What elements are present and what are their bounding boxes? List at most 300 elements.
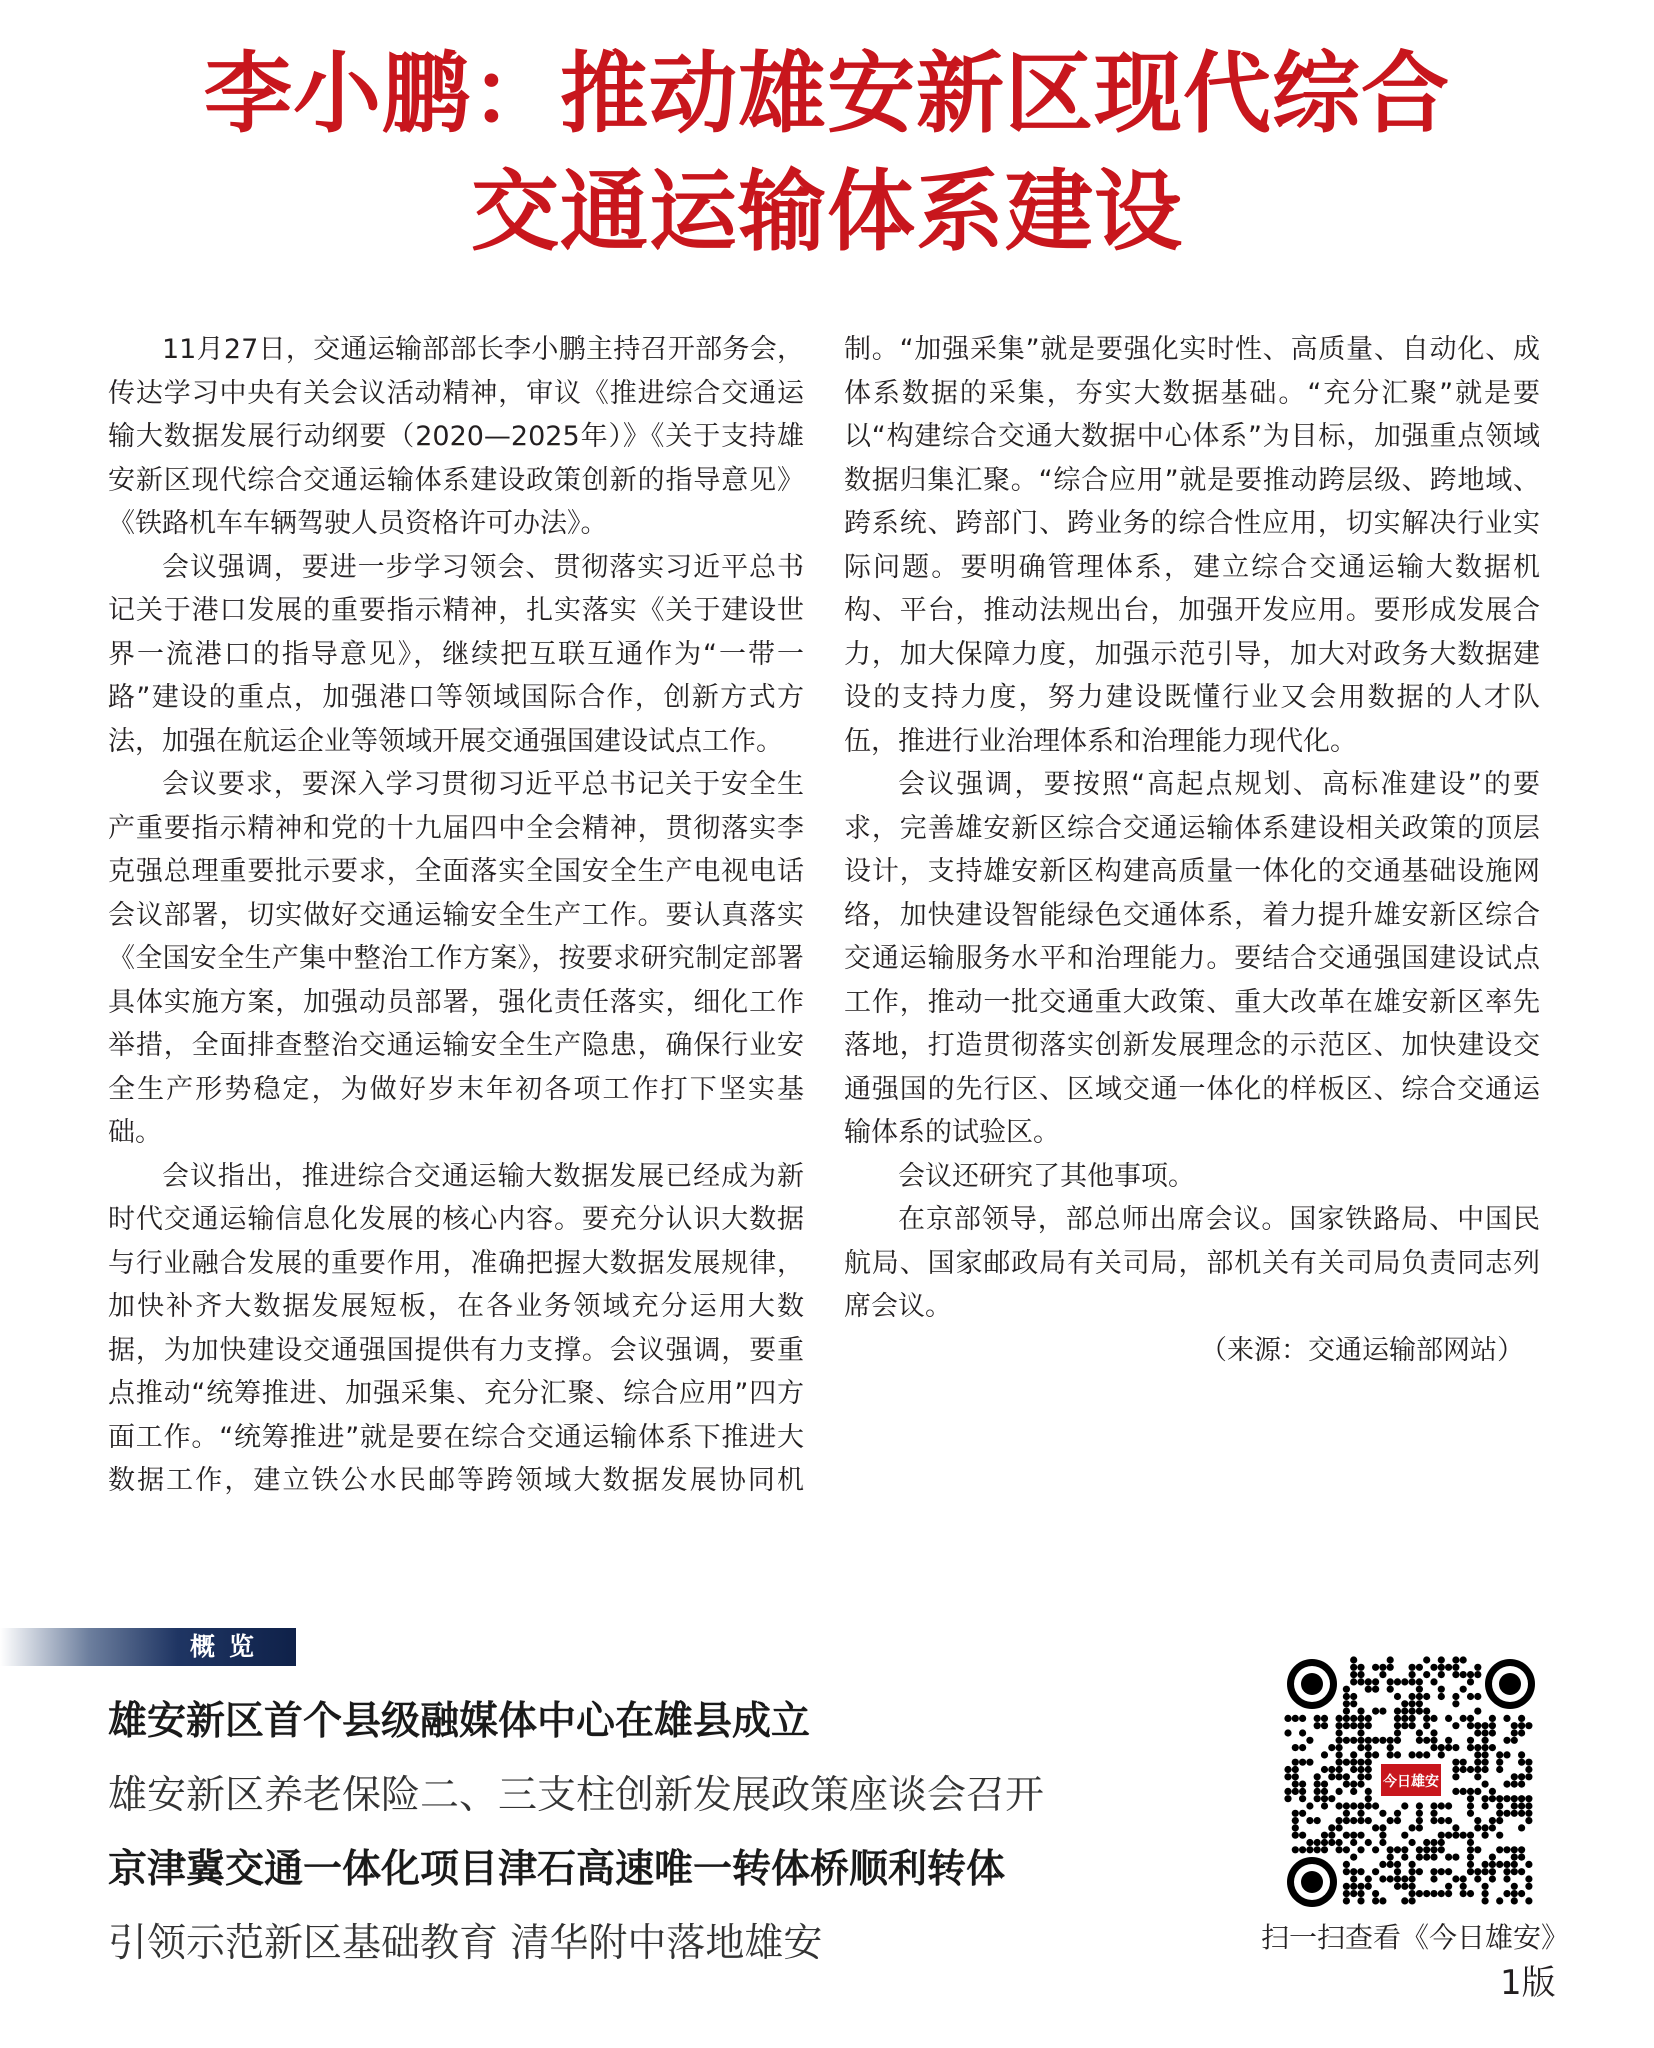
qr-module bbox=[1460, 1686, 1467, 1693]
qr-module bbox=[1292, 1817, 1299, 1824]
qr-module bbox=[1518, 1810, 1525, 1817]
qr-module bbox=[1379, 1832, 1386, 1839]
qr-module bbox=[1423, 1751, 1430, 1758]
qr-module bbox=[1474, 1708, 1481, 1715]
qr-module bbox=[1306, 1839, 1313, 1846]
qr-module bbox=[1401, 1708, 1408, 1715]
qr-module bbox=[1452, 1788, 1459, 1795]
qr-module bbox=[1336, 1737, 1343, 1744]
qr-module bbox=[1357, 1802, 1364, 1809]
qr-module bbox=[1336, 1839, 1343, 1846]
qr-module bbox=[1452, 1875, 1459, 1882]
qr-module bbox=[1423, 1839, 1430, 1846]
qr-module bbox=[1525, 1861, 1532, 1868]
overview-news-list bbox=[108, 1698, 1108, 1994]
qr-module bbox=[1511, 1795, 1518, 1802]
qr-module bbox=[1321, 1766, 1328, 1773]
qr-module bbox=[1379, 1897, 1386, 1904]
qr-module bbox=[1394, 1729, 1401, 1736]
qr-module bbox=[1401, 1854, 1408, 1861]
qr-module bbox=[1438, 1744, 1445, 1751]
qr-module bbox=[1511, 1773, 1518, 1780]
qr-module bbox=[1496, 1802, 1503, 1809]
qr-module bbox=[1511, 1846, 1518, 1853]
qr-code[interactable] bbox=[1284, 1656, 1538, 1910]
qr-module bbox=[1416, 1737, 1423, 1744]
qr-module bbox=[1365, 1795, 1372, 1802]
qr-module bbox=[1452, 1693, 1459, 1700]
qr-module bbox=[1416, 1817, 1423, 1824]
news-item[interactable]: 京津冀交通一体化项目津石高速唯一转体桥顺利转体 bbox=[108, 1847, 1006, 1892]
qr-module bbox=[1496, 1817, 1503, 1824]
qr-module bbox=[1467, 1832, 1474, 1839]
qr-module bbox=[1416, 1802, 1423, 1809]
qr-module bbox=[1496, 1759, 1503, 1766]
qr-module bbox=[1387, 1656, 1394, 1663]
qr-module bbox=[1518, 1890, 1525, 1897]
qr-module bbox=[1350, 1693, 1357, 1700]
qr-module bbox=[1416, 1708, 1423, 1715]
qr-module bbox=[1518, 1854, 1525, 1861]
qr-module bbox=[1525, 1817, 1532, 1824]
qr-module bbox=[1460, 1715, 1467, 1722]
qr-module bbox=[1299, 1846, 1306, 1853]
qr-module bbox=[1482, 1802, 1489, 1809]
qr-module bbox=[1416, 1693, 1423, 1700]
qr-module bbox=[1365, 1883, 1372, 1890]
qr-module bbox=[1460, 1656, 1467, 1663]
qr-module bbox=[1306, 1759, 1313, 1766]
qr-module bbox=[1321, 1788, 1328, 1795]
qr-module bbox=[1365, 1744, 1372, 1751]
qr-module bbox=[1423, 1715, 1430, 1722]
qr-module bbox=[1350, 1868, 1357, 1875]
qr-module bbox=[1365, 1722, 1372, 1729]
qr-module bbox=[1445, 1890, 1452, 1897]
qr-module bbox=[1357, 1810, 1364, 1817]
qr-module bbox=[1423, 1693, 1430, 1700]
qr-module bbox=[1372, 1678, 1379, 1685]
qr-module bbox=[1387, 1678, 1394, 1685]
qr-module bbox=[1452, 1671, 1459, 1678]
qr-module bbox=[1430, 1890, 1437, 1897]
qr-module bbox=[1489, 1824, 1496, 1831]
qr-module bbox=[1482, 1795, 1489, 1802]
qr-module bbox=[1503, 1737, 1510, 1744]
qr-module bbox=[1336, 1715, 1343, 1722]
qr-module bbox=[1336, 1788, 1343, 1795]
qr-module bbox=[1350, 1854, 1357, 1861]
qr-module bbox=[1503, 1781, 1510, 1788]
qr-module bbox=[1314, 1781, 1321, 1788]
qr-module bbox=[1438, 1671, 1445, 1678]
qr-module bbox=[1482, 1722, 1489, 1729]
news-item[interactable]: 雄安新区养老保险二、三支柱创新发展政策座谈会召开 bbox=[108, 1773, 1045, 1818]
qr-module bbox=[1430, 1854, 1437, 1861]
qr-module bbox=[1474, 1759, 1481, 1766]
qr-module bbox=[1525, 1897, 1532, 1904]
qr-module bbox=[1489, 1817, 1496, 1824]
qr-module bbox=[1343, 1708, 1350, 1715]
qr-module bbox=[1518, 1715, 1525, 1722]
qr-module bbox=[1467, 1861, 1474, 1868]
qr-module bbox=[1416, 1846, 1423, 1853]
qr-module bbox=[1503, 1875, 1510, 1882]
qr-module bbox=[1409, 1715, 1416, 1722]
qr-module bbox=[1511, 1781, 1518, 1788]
qr-module bbox=[1357, 1897, 1364, 1904]
qr-module bbox=[1430, 1678, 1437, 1685]
qr-module bbox=[1292, 1832, 1299, 1839]
qr-module bbox=[1284, 1729, 1291, 1736]
qr-module bbox=[1525, 1875, 1532, 1882]
qr-module bbox=[1379, 1664, 1386, 1671]
qr-module bbox=[1357, 1766, 1364, 1773]
qr-module bbox=[1518, 1781, 1525, 1788]
article-paragraph: 在京部领导，部总师出席会议。国家铁路局、中国民航局、国家邮政局有关司局，部机关有关司局负责同志列席会议。 bbox=[844, 1204, 1540, 1322]
qr-module bbox=[1511, 1854, 1518, 1861]
qr-module bbox=[1321, 1795, 1328, 1802]
qr-module bbox=[1394, 1875, 1401, 1882]
qr-module bbox=[1357, 1832, 1364, 1839]
qr-module bbox=[1409, 1678, 1416, 1685]
qr-module bbox=[1511, 1897, 1518, 1904]
qr-module bbox=[1409, 1824, 1416, 1831]
qr-module bbox=[1357, 1708, 1364, 1715]
qr-module bbox=[1357, 1868, 1364, 1875]
qr-module bbox=[1496, 1810, 1503, 1817]
qr-module bbox=[1438, 1868, 1445, 1875]
article-paragraph: 会议强调，要按照“高起点规划、高标准建设”的要求，完善雄安新区综合交通运输体系建设相关政策的顶层设计，支持雄安新区构建高质量一体化的交通基础设施网络，加快建设智能绿色交通体系，着力提升雄安新区综合交通运输服务水平和治理能力。要结合交通强国建设试点工作，推动一批交通重大政策、重大改革在雄安新区率先落地，打造贯彻落实创新发展理念的示范区、加快建设交通强国的先行区、区域交通一体化的样板区、综合交通运输体系的试验区。 bbox=[844, 769, 1540, 1148]
article-paragraph: 11月27日，交通运输部部长李小鹏主持召开部务会，传达学习中央有关会议活动精神，审议《推进综合交通运输大数据发展行动纲要（2020—2025年）》《关于支持雄安新区现代综合交通运输体系建设政策创新的指导意见》《铁路机车车辆驾驶人员资格许可办法》。 bbox=[108, 334, 804, 539]
qr-module bbox=[1452, 1854, 1459, 1861]
qr-module bbox=[1467, 1744, 1474, 1751]
qr-module bbox=[1445, 1817, 1452, 1824]
qr-module bbox=[1460, 1788, 1467, 1795]
qr-module bbox=[1430, 1802, 1437, 1809]
qr-module bbox=[1482, 1824, 1489, 1831]
qr-module bbox=[1328, 1824, 1335, 1831]
article-body bbox=[108, 328, 1540, 1528]
qr-module bbox=[1379, 1737, 1386, 1744]
qr-module bbox=[1409, 1671, 1416, 1678]
qr-module bbox=[1416, 1890, 1423, 1897]
qr-module bbox=[1299, 1744, 1306, 1751]
qr-module bbox=[1372, 1751, 1379, 1758]
qr-module bbox=[1336, 1722, 1343, 1729]
qr-module bbox=[1474, 1868, 1481, 1875]
qr-module bbox=[1489, 1795, 1496, 1802]
qr-module bbox=[1379, 1875, 1386, 1882]
qr-module bbox=[1372, 1868, 1379, 1875]
qr-module bbox=[1350, 1656, 1357, 1663]
qr-module bbox=[1474, 1875, 1481, 1882]
headline-line-2: 交通运输体系建设 bbox=[470, 159, 1183, 263]
qr-module bbox=[1423, 1846, 1430, 1853]
qr-module bbox=[1357, 1846, 1364, 1853]
qr-module bbox=[1299, 1788, 1306, 1795]
qr-module bbox=[1321, 1839, 1328, 1846]
qr-module bbox=[1394, 1751, 1401, 1758]
qr-module bbox=[1365, 1875, 1372, 1882]
qr-module bbox=[1314, 1846, 1321, 1853]
qr-module bbox=[1336, 1802, 1343, 1809]
qr-module bbox=[1343, 1737, 1350, 1744]
qr-module bbox=[1430, 1817, 1437, 1824]
qr-module bbox=[1306, 1737, 1313, 1744]
qr-module bbox=[1409, 1722, 1416, 1729]
qr-module bbox=[1489, 1788, 1496, 1795]
qr-module bbox=[1482, 1868, 1489, 1875]
qr-module bbox=[1489, 1868, 1496, 1875]
qr-module bbox=[1503, 1868, 1510, 1875]
qr-module bbox=[1350, 1817, 1357, 1824]
article-paragraph: 会议强调，要进一步学习领会、贯彻落实习近平总书记关于港口发展的重要指示精神，扎实落实《关于建设世界一流港口的指导意见》，继续把互联互通作为“一带一路”建设的重点，加强港口等领域国际合作，创新方式方法，加强在航运企业等领域开展交通强国建设试点工作。 bbox=[108, 551, 804, 757]
qr-module bbox=[1525, 1802, 1532, 1809]
qr-module bbox=[1452, 1773, 1459, 1780]
qr-module bbox=[1372, 1802, 1379, 1809]
qr-module bbox=[1496, 1897, 1503, 1904]
qr-module bbox=[1292, 1846, 1299, 1853]
qr-module bbox=[1460, 1875, 1467, 1882]
qr-module bbox=[1284, 1788, 1291, 1795]
qr-module bbox=[1416, 1868, 1423, 1875]
qr-finder-bottom-left bbox=[1287, 1857, 1337, 1907]
qr-module bbox=[1321, 1781, 1328, 1788]
qr-module bbox=[1489, 1715, 1496, 1722]
news-item[interactable]: 引领示范新区基础教育 清华附中落地雄安 bbox=[108, 1921, 823, 1966]
qr-module bbox=[1343, 1890, 1350, 1897]
qr-module bbox=[1430, 1810, 1437, 1817]
qr-module bbox=[1518, 1729, 1525, 1736]
qr-module bbox=[1299, 1729, 1306, 1736]
qr-module bbox=[1423, 1656, 1430, 1663]
qr-module bbox=[1379, 1861, 1386, 1868]
qr-module bbox=[1328, 1795, 1335, 1802]
qr-module bbox=[1416, 1810, 1423, 1817]
qr-module bbox=[1438, 1890, 1445, 1897]
qr-module bbox=[1401, 1678, 1408, 1685]
article-paragraph: 会议指出，推进综合交通运输大数据发展已经成为新时代交通运输信息化发展的核心内容。要充分认识大数据与行业融合发展的重要作用，准确把握大数据发展规律，加快补齐大数据发展短板，在各业务领域充分运用大数据，为加快建设交通强国提供有力支撑。会议强调，要重点推动“统筹推进、加强采集、充分汇聚、综合应用”四方面工作。“统筹推进”就是要在综合交通运输体系下推进大数据工作，建立铁公水民邮等跨领域大数据发展协同机制。“加强采集”就是要强化实时性、高质量、自动化、成体系数据的采集，夯实大数据基础。“充分汇聚”就是要以“构建综合交通大数据中心体系”为目标，加强重点领域数据归集汇聚。“综合应用”就是要推动跨层级、跨地域、跨系统、跨部门、跨业务的综合性应用，切实解决行业实际问题。要明确管理体系，建立综合交通运输大数据机构、平台，推动法规出台，加强开发应用。要形成发展合力，加大保障力度，加强示范引导，加大对政务大数据建设的支持力度，努力建设既懂行业又会用数据的人才队伍，推进行业治理体系和治理能力现代化。 bbox=[108, 334, 1540, 1496]
qr-module bbox=[1416, 1824, 1423, 1831]
qr-module bbox=[1292, 1766, 1299, 1773]
qr-module bbox=[1350, 1875, 1357, 1882]
qr-module bbox=[1445, 1744, 1452, 1751]
qr-module bbox=[1365, 1759, 1372, 1766]
qr-module bbox=[1438, 1802, 1445, 1809]
qr-module bbox=[1387, 1854, 1394, 1861]
qr-module bbox=[1401, 1875, 1408, 1882]
qr-module bbox=[1482, 1766, 1489, 1773]
qr-module bbox=[1467, 1715, 1474, 1722]
qr-module bbox=[1474, 1846, 1481, 1853]
qr-module bbox=[1482, 1832, 1489, 1839]
qr-module bbox=[1343, 1722, 1350, 1729]
qr-module bbox=[1350, 1766, 1357, 1773]
qr-module bbox=[1474, 1744, 1481, 1751]
qr-module bbox=[1365, 1751, 1372, 1758]
qr-caption: 扫一扫查看《今日雄安》 bbox=[1260, 1921, 1569, 1954]
qr-module bbox=[1430, 1737, 1437, 1744]
qr-module bbox=[1474, 1664, 1481, 1671]
qr-module bbox=[1314, 1715, 1321, 1722]
qr-module bbox=[1372, 1708, 1379, 1715]
qr-module bbox=[1518, 1722, 1525, 1729]
qr-module bbox=[1430, 1715, 1437, 1722]
qr-module bbox=[1343, 1861, 1350, 1868]
qr-module bbox=[1357, 1722, 1364, 1729]
qr-module bbox=[1343, 1883, 1350, 1890]
qr-finder-top-right bbox=[1485, 1659, 1535, 1709]
qr-module bbox=[1401, 1883, 1408, 1890]
qr-module bbox=[1482, 1737, 1489, 1744]
qr-module bbox=[1511, 1883, 1518, 1890]
qr-module bbox=[1518, 1802, 1525, 1809]
qr-module bbox=[1328, 1839, 1335, 1846]
qr-module bbox=[1423, 1854, 1430, 1861]
qr-module bbox=[1430, 1744, 1437, 1751]
qr-module bbox=[1292, 1715, 1299, 1722]
qr-module bbox=[1350, 1890, 1357, 1897]
qr-module bbox=[1511, 1737, 1518, 1744]
qr-module bbox=[1409, 1708, 1416, 1715]
qr-module bbox=[1306, 1817, 1313, 1824]
qr-module bbox=[1292, 1744, 1299, 1751]
qr-module bbox=[1489, 1729, 1496, 1736]
qr-module bbox=[1292, 1824, 1299, 1831]
qr-module bbox=[1372, 1664, 1379, 1671]
qr-module bbox=[1467, 1722, 1474, 1729]
qr-module bbox=[1482, 1890, 1489, 1897]
qr-module bbox=[1343, 1715, 1350, 1722]
qr-module bbox=[1452, 1664, 1459, 1671]
headline-line-1: 李小鹏：推动雄安新区现代综合 bbox=[203, 41, 1450, 145]
qr-module bbox=[1467, 1788, 1474, 1795]
qr-module bbox=[1474, 1773, 1481, 1780]
qr-module bbox=[1474, 1817, 1481, 1824]
qr-module bbox=[1452, 1744, 1459, 1751]
qr-module bbox=[1467, 1678, 1474, 1685]
qr-module bbox=[1518, 1868, 1525, 1875]
qr-module bbox=[1314, 1839, 1321, 1846]
qr-module bbox=[1525, 1883, 1532, 1890]
qr-module bbox=[1365, 1788, 1372, 1795]
qr-module bbox=[1409, 1861, 1416, 1868]
qr-module bbox=[1306, 1846, 1313, 1853]
qr-module bbox=[1394, 1861, 1401, 1868]
qr-module bbox=[1343, 1810, 1350, 1817]
news-item[interactable]: 雄安新区首个县级融媒体中心在雄县成立 bbox=[108, 1699, 811, 1744]
qr-module bbox=[1445, 1715, 1452, 1722]
qr-module bbox=[1336, 1751, 1343, 1758]
qr-module bbox=[1518, 1795, 1525, 1802]
qr-module bbox=[1336, 1729, 1343, 1736]
qr-module bbox=[1430, 1868, 1437, 1875]
qr-module bbox=[1321, 1802, 1328, 1809]
qr-module bbox=[1460, 1671, 1467, 1678]
qr-module bbox=[1474, 1824, 1481, 1831]
qr-module bbox=[1328, 1744, 1335, 1751]
qr-module bbox=[1357, 1890, 1364, 1897]
qr-module bbox=[1387, 1861, 1394, 1868]
qr-module bbox=[1292, 1759, 1299, 1766]
qr-module bbox=[1365, 1817, 1372, 1824]
qr-module bbox=[1445, 1854, 1452, 1861]
qr-module bbox=[1365, 1802, 1372, 1809]
qr-module bbox=[1357, 1744, 1364, 1751]
qr-module bbox=[1409, 1839, 1416, 1846]
qr-module bbox=[1409, 1897, 1416, 1904]
qr-module bbox=[1430, 1846, 1437, 1853]
qr-module bbox=[1394, 1846, 1401, 1853]
qr-module bbox=[1409, 1875, 1416, 1882]
qr-module bbox=[1292, 1810, 1299, 1817]
qr-module bbox=[1314, 1817, 1321, 1824]
qr-module bbox=[1482, 1744, 1489, 1751]
qr-module bbox=[1292, 1788, 1299, 1795]
qr-module bbox=[1314, 1795, 1321, 1802]
qr-module bbox=[1423, 1708, 1430, 1715]
qr-module bbox=[1401, 1832, 1408, 1839]
qr-module bbox=[1357, 1664, 1364, 1671]
qr-module bbox=[1511, 1861, 1518, 1868]
qr-module bbox=[1336, 1759, 1343, 1766]
qr-module bbox=[1467, 1854, 1474, 1861]
qr-module bbox=[1445, 1737, 1452, 1744]
qr-module bbox=[1343, 1773, 1350, 1780]
qr-module bbox=[1452, 1700, 1459, 1707]
qr-module bbox=[1416, 1751, 1423, 1758]
qr-module bbox=[1350, 1781, 1357, 1788]
qr-module bbox=[1372, 1846, 1379, 1853]
qr-module bbox=[1503, 1861, 1510, 1868]
qr-module bbox=[1482, 1781, 1489, 1788]
qr-module bbox=[1452, 1722, 1459, 1729]
qr-module bbox=[1438, 1664, 1445, 1671]
qr-module bbox=[1438, 1839, 1445, 1846]
qr-module bbox=[1343, 1832, 1350, 1839]
qr-module bbox=[1445, 1832, 1452, 1839]
qr-module bbox=[1365, 1715, 1372, 1722]
qr-module bbox=[1416, 1664, 1423, 1671]
qr-module bbox=[1394, 1868, 1401, 1875]
qr-module bbox=[1430, 1664, 1437, 1671]
qr-module bbox=[1430, 1729, 1437, 1736]
qr-module bbox=[1357, 1678, 1364, 1685]
qr-module bbox=[1394, 1722, 1401, 1729]
qr-module bbox=[1438, 1817, 1445, 1824]
qr-module bbox=[1343, 1686, 1350, 1693]
qr-module bbox=[1343, 1781, 1350, 1788]
qr-module bbox=[1365, 1686, 1372, 1693]
qr-module bbox=[1387, 1817, 1394, 1824]
qr-module bbox=[1401, 1897, 1408, 1904]
qr-module bbox=[1343, 1759, 1350, 1766]
qr-module bbox=[1503, 1846, 1510, 1853]
qr-module bbox=[1365, 1678, 1372, 1685]
qr-module bbox=[1350, 1839, 1357, 1846]
qr-module bbox=[1387, 1846, 1394, 1853]
qr-module bbox=[1314, 1722, 1321, 1729]
qr-module bbox=[1314, 1788, 1321, 1795]
qr-module bbox=[1350, 1678, 1357, 1685]
qr-module bbox=[1401, 1846, 1408, 1853]
qr-module bbox=[1299, 1810, 1306, 1817]
qr-module bbox=[1423, 1671, 1430, 1678]
qr-module bbox=[1438, 1751, 1445, 1758]
qr-module bbox=[1343, 1897, 1350, 1904]
qr-module bbox=[1445, 1883, 1452, 1890]
